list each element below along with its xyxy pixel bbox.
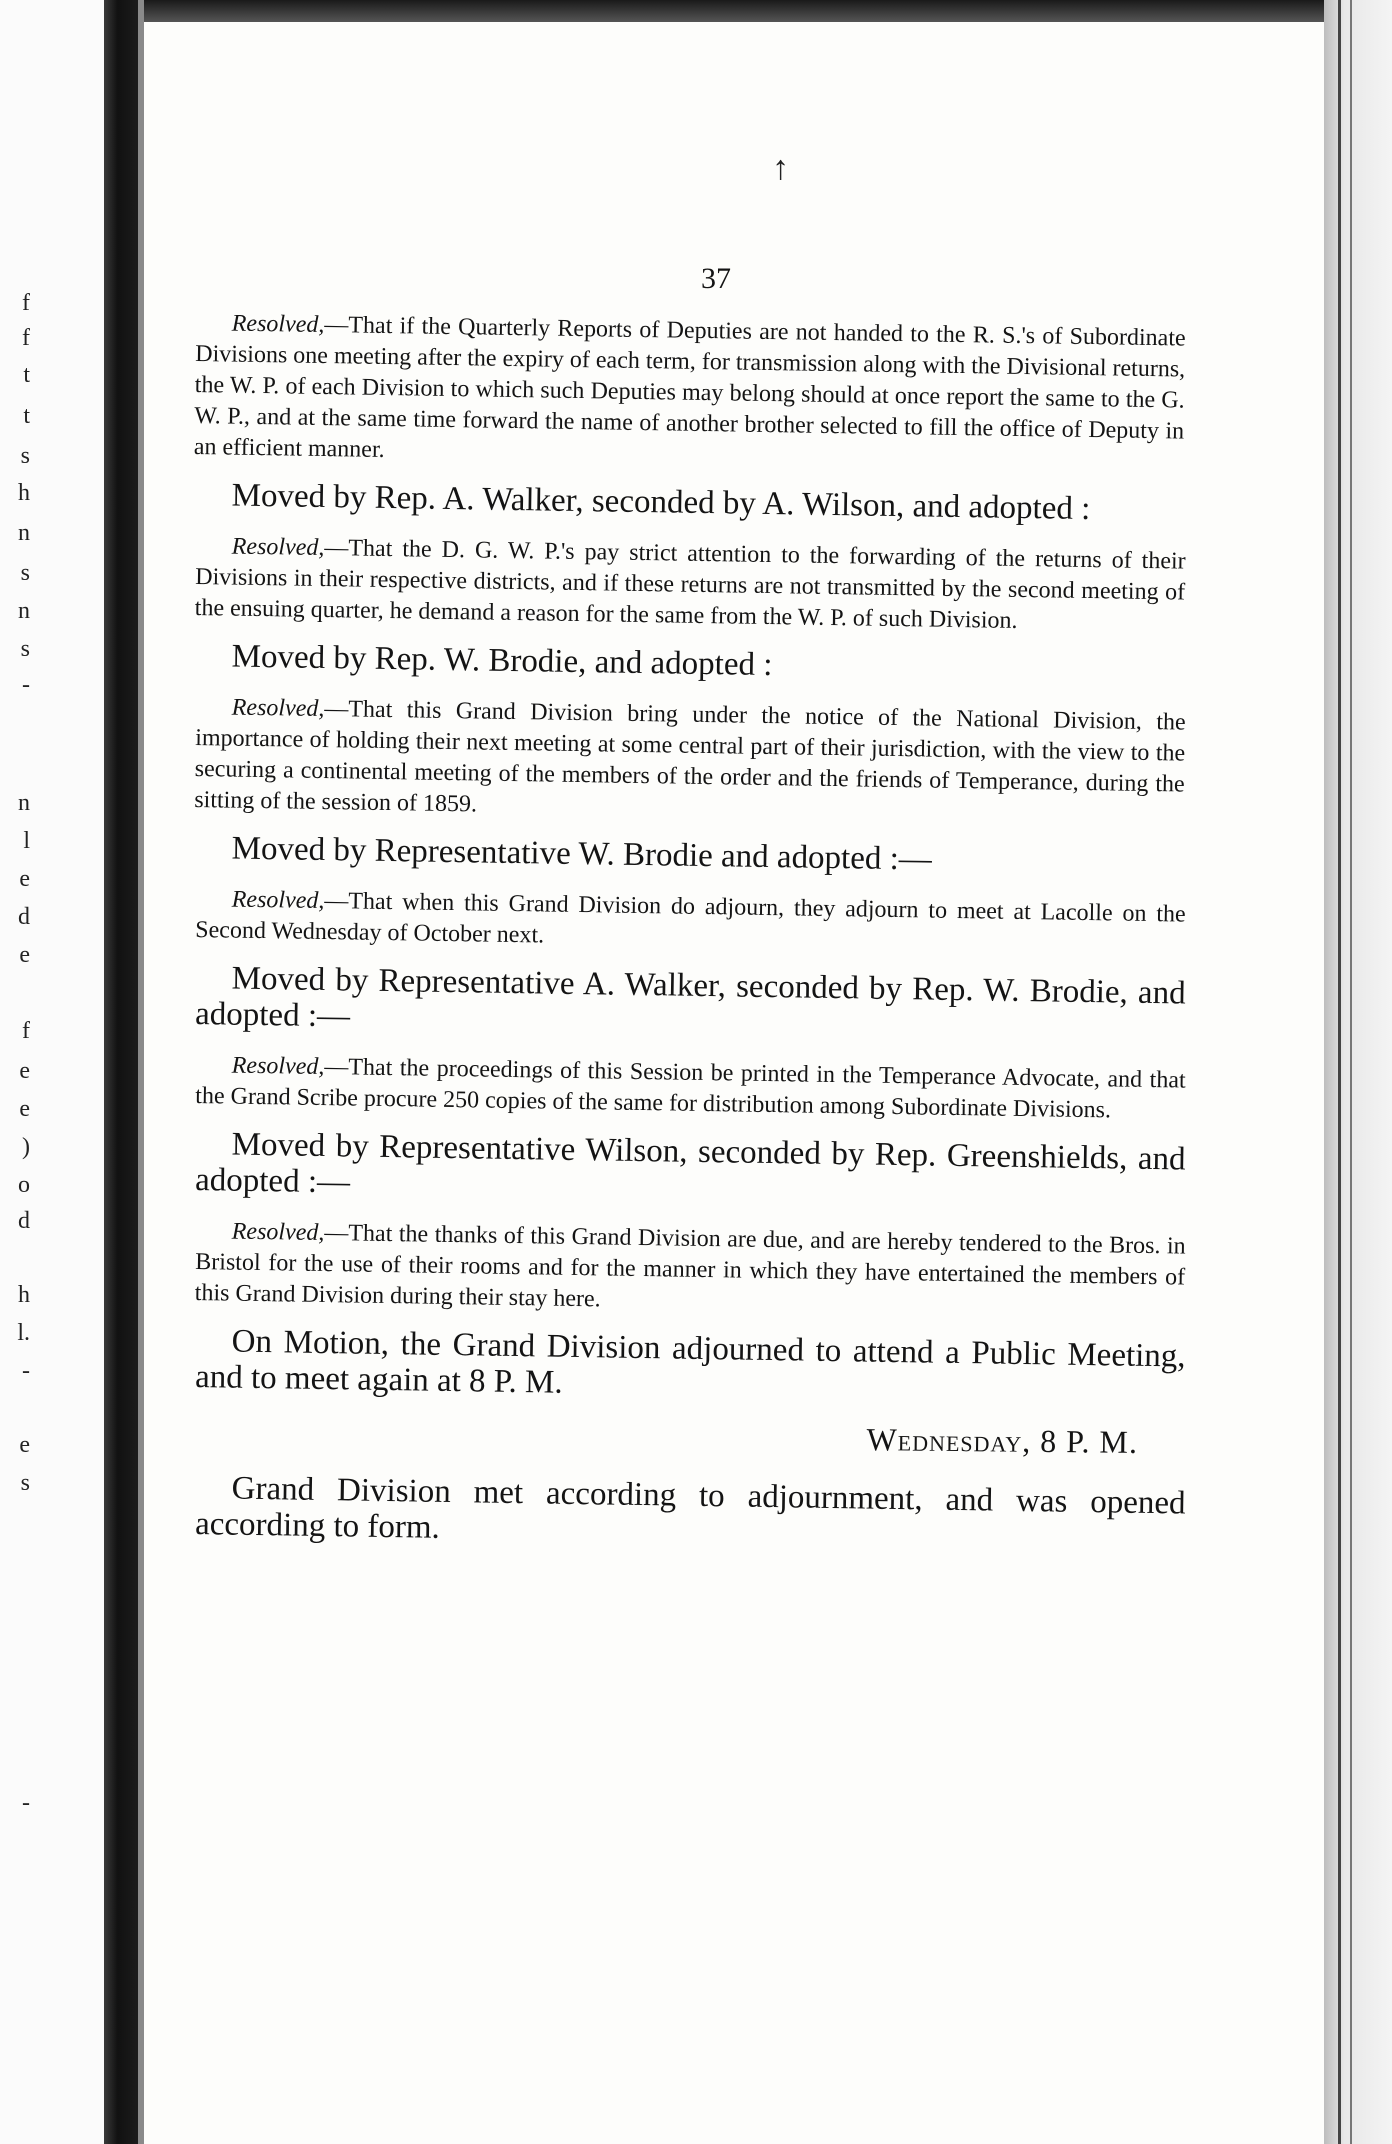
- motion-paragraph: Moved by Representative A. Walker, seconded by Rep. W. Brodie, and adopted :—: [194, 960, 1186, 1035]
- left-fragment: t: [23, 362, 30, 388]
- closing-paragraph: Grand Division met according to adjournment, and was opened according to form.: [194, 1470, 1186, 1546]
- left-fragment: h: [18, 1282, 30, 1308]
- top-shadow: [144, 0, 1324, 22]
- motion-paragraph: Moved by Rep. W. Brodie, and adopted :: [231, 638, 773, 684]
- left-fragment: f: [22, 325, 30, 351]
- motion-paragraph: Moved by Representative Wilson, seconded by Rep. Greenshields, and adopted :—: [194, 1126, 1186, 1201]
- motion-paragraph: Moved by Representative W. Brodie and adopted :—: [231, 830, 933, 878]
- left-fragment: e: [19, 1058, 30, 1084]
- left-fragment: -: [22, 672, 30, 698]
- left-fragment: e: [19, 942, 30, 968]
- left-fragment: t: [23, 403, 30, 429]
- left-fragment: l: [23, 828, 30, 854]
- left-fragment: n: [18, 520, 30, 546]
- book-gutter: [104, 0, 138, 2144]
- left-facing-page-edge: [0, 0, 104, 2144]
- left-fragment: l.: [17, 1320, 30, 1346]
- motion-paragraph: On Motion, the Grand Division adjourned to attend a Public Meeting, and to meet again at 8 P. M.: [194, 1323, 1186, 1401]
- motion-paragraph: Moved by Rep. A. Walker, seconded by A. Wilson, and adopted :: [231, 477, 1091, 528]
- left-fragment: s: [20, 443, 30, 469]
- edge-line: [1338, 0, 1341, 2144]
- resolution-paragraph: Resolved,—That the thanks of this Grand Division are due, and are hereby tendered to the Bros. in Bristol for the use of their rooms and for the manner in which they have entertained the members of this Grand Division during their stay here.: [194, 1218, 1186, 1313]
- resolution-paragraph: Resolved,—That if the Quarterly Reports of Deputies are not handed to the R. S.'s of Subordinate Divisions one meeting after the expiry of each term, for transmission along with the Divisional returns, the W. P. of each Division to which such Deputies may belong should at once report the same to the G. W. P., and at the same time forward the name of another brother selected to fill the office of Deputy in an efficient manner.: [193, 310, 1186, 463]
- pencil-mark: ↑: [772, 150, 789, 187]
- left-fragment: d: [18, 904, 30, 930]
- edge-line: [1350, 0, 1352, 2144]
- left-fragment: h: [18, 480, 30, 506]
- left-fragment: e: [19, 1096, 30, 1122]
- left-fragment: f: [22, 290, 30, 316]
- left-fragment: s: [20, 1470, 30, 1496]
- left-fragment: s: [20, 636, 30, 662]
- left-fragment: -: [22, 1358, 30, 1384]
- resolution-paragraph: Resolved,—That when this Grand Division do adjourn, they adjourn to meet at Lacolle on the Second Wednesday of October next.: [195, 886, 1186, 949]
- left-fragment: f: [22, 1018, 30, 1044]
- left-fragment: n: [18, 790, 30, 816]
- resolution-paragraph: Resolved,—That this Grand Division bring under the notice of the National Division, the importance of holding their next meeting at some central part of their jurisdiction, with the view to the securing a continental meeting of the members of the order and the friends of Temperance, during the sitting of the session of 1859.: [194, 694, 1186, 818]
- left-fragment: s: [20, 560, 30, 586]
- right-page-edges: [1324, 0, 1392, 2144]
- resolution-paragraph: Resolved,—That the D. G. W. P.'s pay strict attention to the forwarding of the returns of their Divisions in their respective districts, and if these returns are not transmitted by the second meeting of the ensuing quarter, he demand a reason for the same from the W. P. of such Division.: [194, 533, 1186, 634]
- left-fragment: ): [22, 1134, 30, 1160]
- resolution-paragraph: Resolved,—That the proceedings of this Session be printed in the Temperance Advocate, and that the Grand Scribe procure 250 copies of the same for distribution among Subordinate Divisions.: [195, 1052, 1186, 1124]
- page-number: 37: [701, 262, 731, 295]
- left-fragment: e: [19, 866, 30, 892]
- left-fragment: o: [18, 1172, 30, 1198]
- book-page: [144, 22, 1324, 2144]
- left-fragment: -: [22, 1790, 30, 1816]
- left-fragment: e: [19, 1432, 30, 1458]
- left-fragment: n: [18, 598, 30, 624]
- page-content: [193, 262, 1186, 1560]
- left-fragment: d: [18, 1208, 30, 1234]
- session-heading: Wednesday, 8 P. M.: [866, 1421, 1139, 1460]
